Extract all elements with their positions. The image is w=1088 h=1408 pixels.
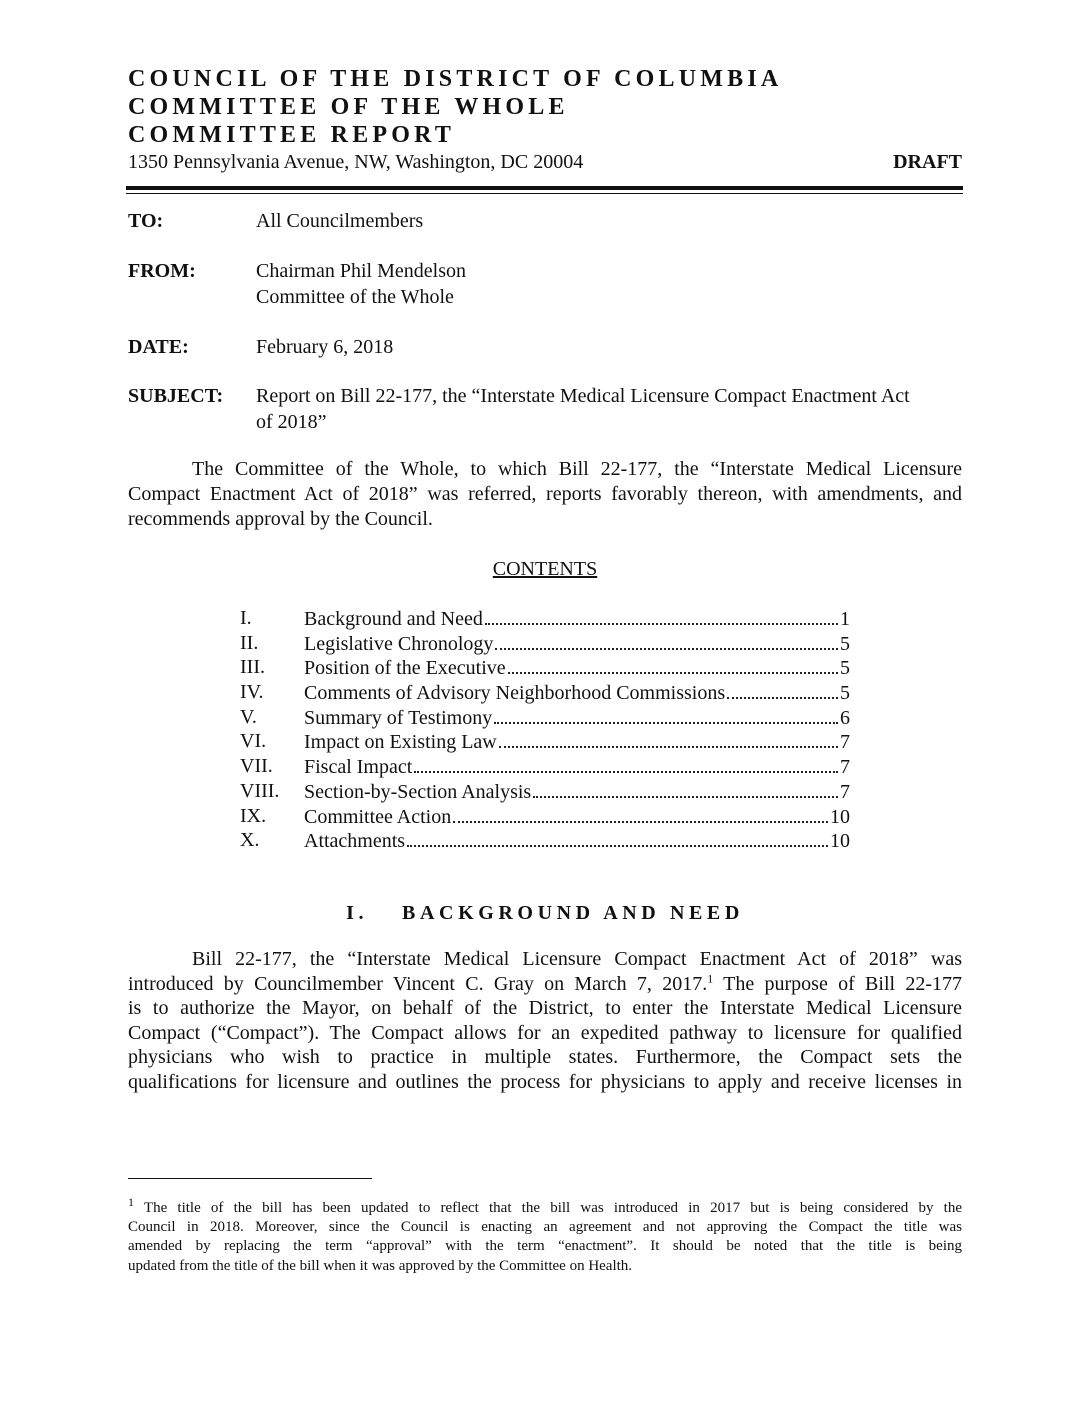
body-line: [128, 972, 962, 997]
toc-entry: [304, 655, 850, 680]
toc-row[interactable]: [240, 779, 850, 804]
toc-row[interactable]: [240, 828, 850, 853]
toc-number: V.: [240, 705, 257, 728]
toc-leader-dots: [414, 754, 838, 773]
address: 1350 Pennsylvania Avenue, NW, Washington, DC 20004: [128, 151, 584, 173]
footnote-reference[interactable]: 1: [707, 970, 714, 985]
toc-page-number: 1: [840, 608, 850, 630]
footnote-line: updated from the title of the bill when it was approved by the Committee on Health.: [128, 1257, 633, 1274]
toc-title: Comments of Advisory Neighborhood Commissions: [304, 682, 726, 705]
toc-leader-dots: [727, 680, 838, 699]
toc-entry: [304, 729, 850, 754]
footnote-line: Council in 2018. Moreover, since the Council is enacting an agreement and not approving the Compact the title was: [128, 1219, 962, 1236]
toc-title: Committee Action: [304, 805, 452, 828]
body-line: is to authorize the Mayor, on behalf of the District, to enter the Interstate Medical Licensure: [128, 997, 962, 1020]
toc-page-number: 6: [840, 706, 850, 729]
toc-title: Summary of Testimony: [304, 706, 493, 729]
memo-to-label: TO:: [128, 210, 164, 232]
toc-number: VI.: [240, 730, 267, 753]
footnote-line: amended by replacing the term “approval” with the term “enactment”. It should be noted that the title is being: [128, 1238, 962, 1255]
toc-number: II.: [240, 631, 259, 654]
draft-label: DRAFT: [893, 151, 962, 173]
toc-page-number: 10: [830, 830, 850, 853]
toc-title: Fiscal Impact: [304, 756, 413, 779]
letterhead-council: COUNCIL OF THE DISTRICT OF COLUMBIA: [128, 66, 783, 92]
toc-row[interactable]: [240, 804, 850, 829]
memo-from-value-name: Chairman Phil Mendelson: [256, 260, 466, 282]
body-line: physicians who wish to practice in multiple states. Furthermore, the Compact sets the: [128, 1046, 962, 1069]
footnote-marker: 1: [128, 1195, 134, 1209]
toc-leader-dots: [407, 828, 828, 847]
memo-subject-value-line2: of 2018”: [256, 411, 327, 433]
memo-from-label: FROM:: [128, 260, 196, 282]
toc-leader-dots: [499, 729, 838, 748]
toc-page-number: 10: [830, 805, 850, 828]
table-of-contents: [240, 606, 850, 853]
header-rule-thin: [126, 193, 963, 194]
toc-page-number: 7: [840, 756, 850, 779]
intro-paragraph: [128, 457, 962, 532]
toc-entry: [304, 804, 850, 829]
toc-leader-dots: [485, 606, 838, 625]
memo-to-value: All Councilmembers: [256, 210, 424, 232]
toc-entry: [304, 680, 850, 705]
toc-leader-dots: [453, 804, 828, 823]
toc-number: VII.: [240, 755, 273, 778]
body-line: Bill 22-177, the “Interstate Medical Licensure Compact Enactment Act of 2018” was: [192, 948, 962, 970]
toc-page-number: 5: [840, 657, 850, 680]
toc-row[interactable]: [240, 655, 850, 680]
toc-row[interactable]: [240, 754, 850, 779]
body-line: Compact (“Compact”). The Compact allows for an expedited pathway to licensure for qualified: [128, 1021, 962, 1044]
toc-title: Attachments: [304, 830, 406, 853]
toc-number: VIII.: [240, 779, 280, 802]
letterhead-report: COMMITTEE REPORT: [128, 122, 456, 148]
toc-entry: [304, 606, 850, 631]
footnote-separator: [128, 1178, 372, 1179]
toc-title: Impact on Existing Law: [304, 731, 497, 754]
header-rule-thick: [126, 186, 963, 190]
memo-subject-label: SUBJECT:: [128, 385, 224, 407]
intro-line: The Committee of the Whole, to which Bill 22-177, the “Interstate Medical Licensure: [192, 458, 962, 480]
memo-date-label: DATE:: [128, 336, 189, 358]
toc-leader-dots: [495, 631, 838, 650]
toc-entry: [304, 828, 850, 853]
toc-leader-dots: [533, 779, 838, 798]
background-paragraph: [128, 947, 962, 1095]
toc-entry: [304, 631, 850, 656]
toc-page-number: 7: [840, 731, 850, 754]
intro-line: Compact Enactment Act of 2018” was referred, reports favorably thereon, with amendments, and: [128, 483, 962, 505]
contents-title: CONTENTS: [492, 558, 598, 580]
memo-from-value-committee: Committee of the Whole: [256, 286, 454, 308]
body-line-part: introduced by Councilmember Vincent C. Gray on March 7, 2017.: [128, 972, 708, 995]
footnote-line: [128, 1195, 962, 1218]
toc-number: IV.: [240, 681, 264, 704]
body-line-part: The purpose of Bill 22-177: [713, 972, 962, 995]
toc-leader-dots: [494, 705, 838, 724]
letterhead-address-row: [128, 150, 962, 174]
memo-date-value: February 6, 2018: [256, 336, 394, 358]
toc-page-number: 5: [840, 632, 850, 655]
toc-number: X.: [240, 829, 260, 852]
toc-row[interactable]: [240, 606, 850, 631]
section-number: I.: [346, 902, 369, 924]
toc-number: IX.: [240, 804, 267, 827]
toc-entry: [304, 705, 850, 730]
section-title: BACKGROUND AND NEED: [402, 902, 744, 924]
section-heading: [128, 900, 962, 926]
toc-leader-dots: [508, 655, 838, 674]
toc-title: Position of the Executive: [304, 657, 506, 680]
footnote-text: The title of the bill has been updated to reflect that the bill was introduced in 2017 but is being considered by the: [134, 1200, 962, 1216]
memo-subject-value-line1: Report on Bill 22-177, the “Interstate Medical Licensure Compact Enactment Act: [256, 385, 910, 407]
toc-number: I.: [240, 607, 252, 629]
toc-row[interactable]: [240, 729, 850, 754]
toc-page-number: 7: [840, 780, 850, 803]
intro-line: recommends approval by the Council.: [128, 508, 433, 530]
toc-row[interactable]: [240, 705, 850, 730]
toc-page-number: 5: [840, 682, 850, 705]
toc-entry: [304, 779, 850, 804]
letterhead-committee: COMMITTEE OF THE WHOLE: [128, 94, 569, 120]
toc-entry: [304, 754, 850, 779]
toc-title: Legislative Chronology: [304, 632, 494, 655]
footnote: [128, 1195, 962, 1276]
toc-row[interactable]: [240, 631, 850, 656]
toc-title: Section-by-Section Analysis: [304, 780, 532, 803]
toc-number: III.: [240, 656, 265, 679]
toc-row[interactable]: [240, 680, 850, 705]
toc-title: Background and Need: [304, 608, 483, 630]
body-line: qualifications for licensure and outlines the process for physicians to apply and receive licenses in: [128, 1070, 962, 1093]
